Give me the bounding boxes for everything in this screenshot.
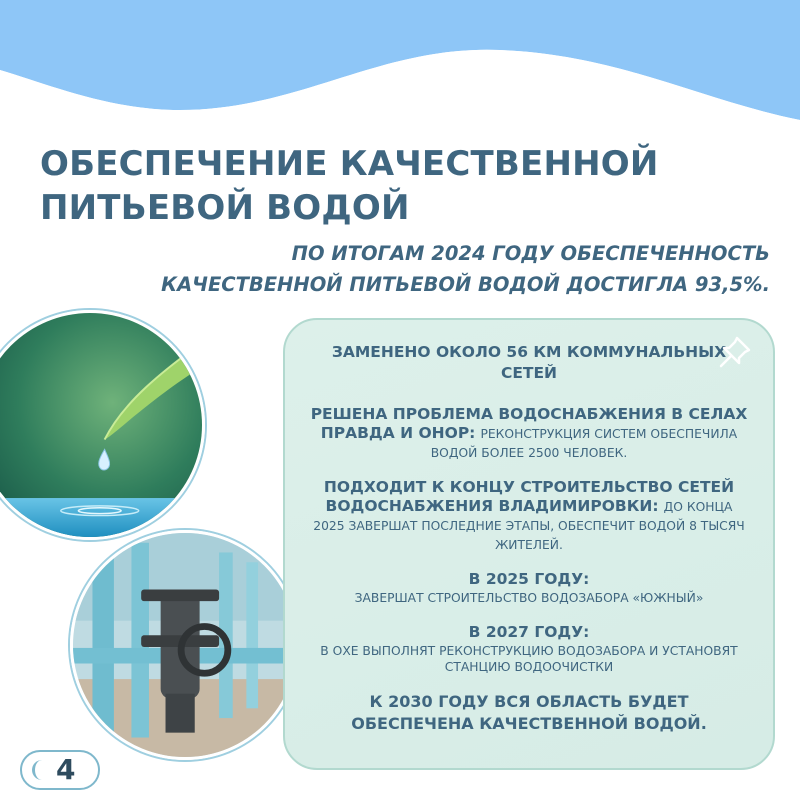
- card-item-head: К 2030 ГОДУ ВСЯ ОБЛАСТЬ БУДЕТ ОБЕСПЕЧЕНА КАЧЕСТВЕННОЙ ВОДОЙ.: [351, 692, 707, 733]
- card-item-head: РЕШЕНА ПРОБЛЕМА ВОДОСНАБЖЕНИЯ В СЕЛАХ ПРАВДА И ОНОР:: [310, 405, 748, 442]
- card-item-pravda-onor: [309, 404, 749, 461]
- water-drop-leaf-photo: [0, 310, 205, 540]
- page-title-line-1: ОБЕСПЕЧЕНИЕ КАЧЕСТВЕННОЙ: [40, 144, 659, 184]
- card-item-text: ЗАВЕРШАТ СТРОИТЕЛЬСТВО ВОДОЗАБОРА «ЮЖНЫЙ»: [354, 591, 704, 605]
- card-item-networks: [309, 342, 749, 384]
- page-subtitle-line-2: КАЧЕСТВЕННОЙ ПИТЬЕВОЙ ВОДОЙ ДОСТИГЛА 93,5%.: [161, 273, 770, 296]
- card-item-head: В 2025 ГОДУ:: [468, 570, 590, 588]
- card-item-text: РЕКОНСТРУКЦИЯ СИСТЕМ ОБЕСПЕЧИЛА ВОДОЙ БОЛЕЕ 2500 ЧЕЛОВЕК.: [430, 427, 738, 460]
- water-pipes-valve-photo: [70, 530, 300, 760]
- card-item-2030: [309, 691, 749, 735]
- card-item-2025: [309, 569, 749, 606]
- pipes-photo-illustration: [73, 533, 297, 757]
- card-item-2027: [309, 622, 749, 675]
- card-item-text: ДО КОНЦА 2025 ЗАВЕРШАТ ПОСЛЕДНИЕ ЭТАПЫ, ОБЕСПЕЧИТ ВОДОЙ 8 ТЫСЯЧ ЖИТЕЛЕЙ.: [313, 500, 745, 552]
- badge-arc-decoration: [32, 760, 56, 780]
- card-item-text: В ОХЕ ВЫПОЛНЯТ РЕКОНСТРУКЦИЮ ВОДОЗАБОРА И УСТАНОВЯТ СТАНЦИЮ ВОДООЧИСТКИ: [320, 644, 738, 674]
- card-item-head: В 2027 ГОДУ:: [468, 623, 590, 641]
- card-item-head: ЗАМЕНЕНО ОКОЛО 56 КМ КОММУНАЛЬНЫХ СЕТЕЙ: [331, 343, 727, 382]
- page-title-line-2: ПИТЬЕВОЙ ВОДОЙ: [40, 188, 410, 228]
- card-item-head: ПОДХОДИТ К КОНЦУ СТРОИТЕЛЬСТВО СЕТЕЙ ВОДОСНАБЖЕНИЯ ВЛАДИМИРОВКИ:: [323, 478, 735, 515]
- leaf-photo-illustration: [0, 313, 202, 537]
- page-number: 4: [56, 753, 76, 786]
- pin-icon: [715, 332, 755, 372]
- page-number-badge: [20, 750, 100, 790]
- page-title: [40, 142, 740, 230]
- info-card: [283, 318, 775, 770]
- page-subtitle: [30, 238, 770, 300]
- page-subtitle-line-1: ПО ИТОГАМ 2024 ГОДУ ОБЕСПЕЧЕННОСТЬ: [291, 242, 770, 265]
- card-item-vladimirovka: [309, 477, 749, 553]
- top-wave-decoration: [0, 0, 800, 150]
